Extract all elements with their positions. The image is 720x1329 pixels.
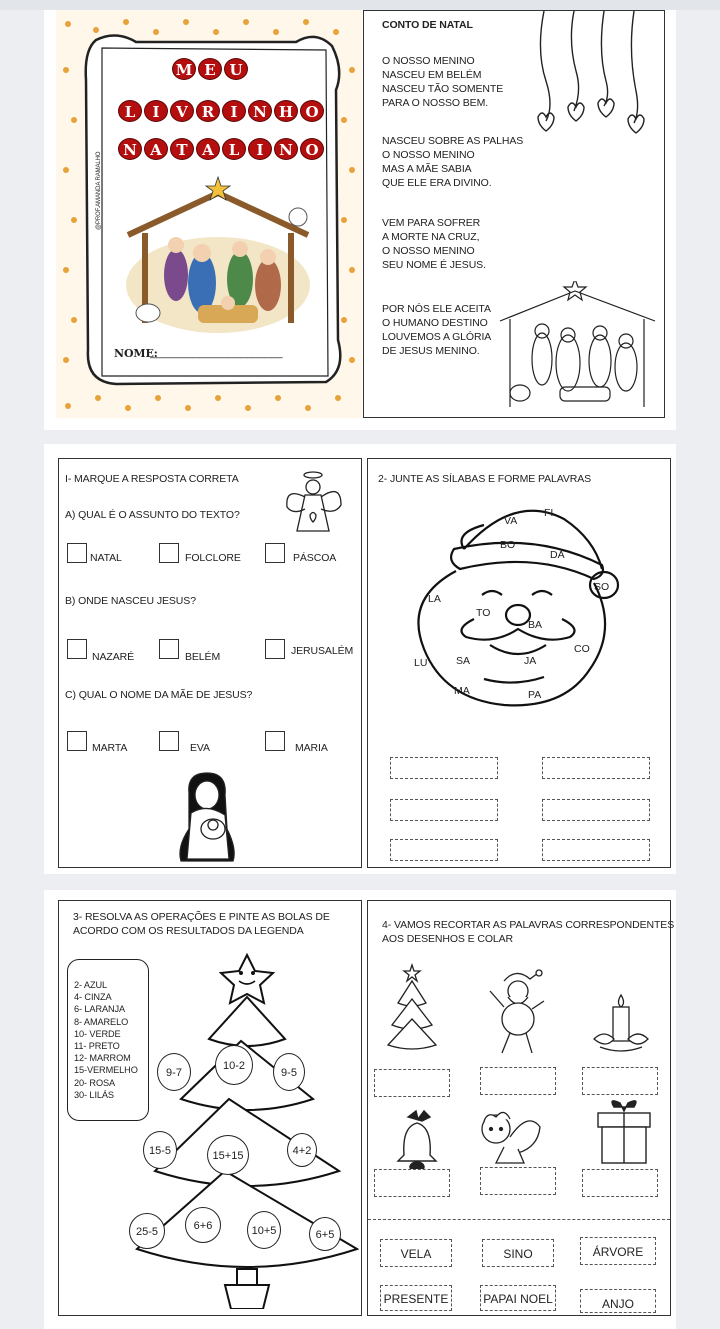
paste-box-bell[interactable] — [374, 1169, 450, 1197]
poem-line: PARA O NOSSO BEM. — [382, 97, 489, 109]
mary-with-baby-icon — [167, 769, 247, 869]
poem-line: NASCEU TÃO SOMENTE — [382, 83, 504, 95]
legend-item: 20- ROSA — [74, 1077, 116, 1088]
quiz-panel — [58, 458, 362, 868]
angel-icon — [283, 467, 345, 539]
cover-title-line-1 — [172, 58, 248, 80]
answer-box-1[interactable] — [390, 757, 498, 779]
title-ball-letter: L — [222, 138, 246, 160]
title-ball-letter: I — [248, 138, 272, 160]
option-folclore: FOLCLORE — [185, 552, 241, 564]
poem-line: O NOSSO MENINO — [382, 55, 475, 67]
operation-ball[interactable]: 10+5 — [247, 1211, 281, 1249]
operation-ball[interactable]: 25-5 — [129, 1213, 165, 1249]
word-vela[interactable]: VELA — [380, 1239, 452, 1267]
syllable-so: SO — [594, 581, 610, 593]
poem-line: O HUMANO DESTINO — [382, 317, 488, 329]
option-natal: NATAL — [90, 552, 122, 564]
title-ball-letter: N — [248, 100, 272, 122]
nativity-line-drawing — [490, 281, 660, 411]
title-ball-letter: L — [118, 100, 142, 122]
syllable-pa: PA — [528, 689, 542, 701]
title-ball-letter: M — [172, 58, 196, 80]
word-presente[interactable]: PRESENTE — [380, 1285, 452, 1311]
poem-panel — [363, 10, 665, 418]
cutout-panel — [367, 900, 675, 1316]
angel-small-icon — [474, 1107, 548, 1165]
option-maria: MARIA — [295, 742, 328, 754]
syllable-sa: SA — [456, 655, 471, 667]
cover-title-line-2 — [118, 100, 324, 122]
operation-ball[interactable]: 15-5 — [143, 1131, 177, 1169]
nativity-scene-illustration — [118, 175, 318, 335]
operation-ball[interactable]: 9-5 — [273, 1053, 305, 1091]
syllable-fi: FI — [544, 507, 554, 519]
checkbox-marta[interactable] — [67, 731, 87, 751]
tree-icon — [386, 963, 438, 1053]
operation-ball[interactable]: 6+6 — [185, 1207, 221, 1243]
page-quiz-and-syllables — [44, 444, 676, 874]
poem-line: SEU NOME É JESUS. — [382, 259, 486, 271]
operation-ball[interactable]: 6+5 — [309, 1217, 341, 1251]
option-belem: BELÉM — [185, 651, 221, 663]
title-ball-letter: E — [198, 58, 222, 80]
legend-item: 2- AZUL — [74, 980, 107, 990]
poem-line: NASCEU SOBRE AS PALHAS — [382, 135, 524, 147]
poem-line: O NOSSO MENINO — [382, 149, 475, 161]
word-sino[interactable]: SINO — [482, 1239, 554, 1267]
answer-box-6[interactable] — [542, 839, 650, 861]
paste-box-santa[interactable] — [480, 1067, 556, 1095]
title-ball-letter: N — [274, 138, 298, 160]
name-label: NOME: — [114, 347, 158, 360]
operation-ball[interactable]: 4+2 — [287, 1133, 317, 1167]
syllable-ba: BA — [528, 619, 543, 631]
legend-item: 12- MARROM — [74, 1053, 131, 1064]
syllable-bo: BO — [500, 539, 516, 551]
gift-icon — [594, 1097, 654, 1167]
option-eva: EVA — [190, 742, 210, 754]
syllable-da: DA — [550, 549, 565, 561]
operation-ball[interactable]: 15+15 — [207, 1135, 249, 1175]
santa-icon — [486, 967, 548, 1057]
syllables-title: 2- JUNTE AS SÍLABAS E FORME PALAVRAS — [378, 473, 592, 485]
poem-title: CONTO DE NATAL — [382, 19, 473, 31]
bell-icon — [394, 1109, 440, 1175]
quiz-title: I- MARQUE A RESPOSTA CORRETA — [65, 473, 239, 485]
answer-box-3[interactable] — [390, 799, 498, 821]
legend-item: 30- LILÁS — [74, 1089, 114, 1100]
poem-line: DE JESUS MENINO. — [382, 345, 480, 357]
cut-title-line-2: AOS DESENHOS E COLAR — [382, 933, 514, 945]
question-1: A) QUAL É O ASSUNTO DO TEXTO? — [65, 509, 240, 521]
option-jerusalem: JERUSALÉM — [291, 645, 354, 657]
cut-line — [368, 1219, 670, 1220]
syllable-va: VA — [504, 515, 518, 527]
syllable-ma: MA — [454, 685, 470, 697]
paste-box-tree[interactable] — [374, 1069, 450, 1097]
question-2: B) ONDE NASCEU JESUS? — [65, 595, 196, 607]
title-ball-letter: U — [224, 58, 248, 80]
answer-box-5[interactable] — [390, 839, 498, 861]
title-ball-letter: A — [196, 138, 220, 160]
title-ball-letter: R — [196, 100, 220, 122]
syllable-la: LA — [428, 593, 441, 605]
poem-line: POR NÓS ELE ACEITA — [382, 303, 491, 315]
option-pascoa: PÁSCOA — [293, 552, 337, 564]
legend-item: 10- VERDE — [74, 1028, 121, 1039]
page-cover-and-poem — [44, 10, 676, 430]
title-ball-letter: O — [300, 100, 324, 122]
syllable-lu: LU — [414, 657, 428, 669]
operation-ball[interactable]: 10-2 — [215, 1045, 253, 1085]
poem-line: O NOSSO MENINO — [382, 245, 475, 257]
poem-line: A MORTE NA CRUZ, — [382, 231, 480, 243]
paste-box-angel[interactable] — [480, 1167, 556, 1195]
paste-box-gift[interactable] — [582, 1169, 658, 1197]
word-anjo[interactable]: ANJO — [580, 1289, 656, 1313]
legend-item: 6- LARANJA — [74, 1004, 126, 1015]
santa-face-drawing — [394, 499, 634, 719]
poem-line: LOUVEMOS A GLÓRIA — [382, 331, 492, 343]
legend-item: 8- AMARELO — [74, 1016, 129, 1027]
title-ball-letter: I — [222, 100, 246, 122]
browser-top-strip — [0, 0, 720, 10]
hanging-hearts-decoration — [524, 11, 664, 141]
legend-item: 4- CINZA — [74, 992, 112, 1003]
title-ball-letter: H — [274, 100, 298, 122]
legend-item: 15-VERMELHO — [74, 1065, 138, 1076]
syllable-to: TO — [476, 607, 491, 619]
title-ball-letter: I — [144, 100, 168, 122]
title-ball-letter: T — [170, 138, 194, 160]
title-ball-letter: N — [118, 138, 142, 160]
checkbox-nazare[interactable] — [67, 639, 87, 659]
cut-title-line-1: 4- VAMOS RECORTAR AS PALAVRAS CORRESPONDENTES — [382, 919, 675, 931]
title-ball-letter: V — [170, 100, 194, 122]
syllable-ja: JA — [524, 655, 537, 667]
option-marta: MARTA — [92, 742, 128, 754]
cover-title-line-3 — [118, 138, 324, 160]
page-math-and-cutout — [44, 890, 676, 1329]
checkbox-belem[interactable] — [159, 639, 179, 659]
question-3: C) QUAL O NOME DA MÃE DE JESUS? — [65, 689, 253, 701]
cover-panel — [56, 10, 362, 418]
math-title-line-2: ACORDO COM OS RESULTADOS DA LEGENDA — [73, 925, 304, 937]
answer-box-4[interactable] — [542, 799, 650, 821]
title-ball-letter: O — [300, 138, 324, 160]
paste-box-candle[interactable] — [582, 1067, 658, 1095]
option-nazare: NAZARÉ — [92, 651, 134, 663]
operation-ball[interactable]: 9-7 — [157, 1053, 191, 1091]
checkbox-natal[interactable] — [67, 543, 87, 563]
syllables-panel — [367, 458, 671, 868]
math-title-line-1: 3- RESOLVA AS OPERAÇÕES E PINTE AS BOLAS DE — [73, 911, 330, 923]
checkbox-pascoa[interactable] — [265, 543, 285, 563]
poem-line: VEM PARA SOFRER — [382, 217, 481, 229]
cover-credit: @PROF.AMANDA RAMALHO — [96, 151, 102, 230]
poem-line: NASCEU EM BELÉM — [382, 69, 482, 81]
checkbox-folclore[interactable] — [159, 543, 179, 563]
candle-icon — [586, 993, 656, 1057]
christmas-tree-drawing — [129, 949, 359, 1309]
poem-line: QUE ELE ERA DIVINO. — [382, 177, 492, 189]
math-panel — [58, 900, 362, 1316]
syllable-co: CO — [574, 643, 590, 655]
checkbox-jerusalem[interactable] — [265, 639, 285, 659]
checkbox-eva[interactable] — [159, 731, 179, 751]
word-arvore[interactable]: ÁRVORE — [580, 1237, 656, 1265]
title-ball-letter: A — [144, 138, 168, 160]
poem-line: MAS A MÃE SABIA — [382, 163, 472, 175]
name-line: ______________________ — [150, 347, 283, 359]
answer-box-2[interactable] — [542, 757, 650, 779]
checkbox-maria[interactable] — [265, 731, 285, 751]
word-papai-noel[interactable]: PAPAI NOEL — [480, 1285, 556, 1311]
legend-item: 11- PRETO — [74, 1041, 120, 1051]
